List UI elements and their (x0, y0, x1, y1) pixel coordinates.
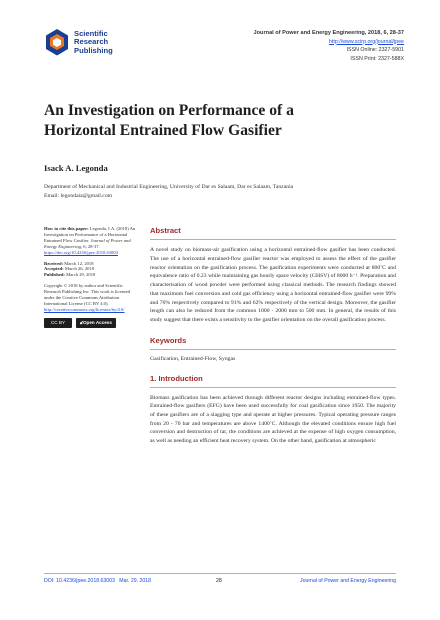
affiliation: Department of Mechanical and Industrial Engineering, University of Dar es Salaam, Dar es Salaam, Tanzania (44, 184, 294, 190)
issn-online: ISSN Online: 2327-5901 (346, 47, 404, 54)
affiliation-block (44, 183, 424, 200)
accepted-label: Accepted: (44, 266, 64, 272)
license-badges (44, 318, 136, 328)
journal-url-link[interactable]: http://www.scirp.org/journal/jpee (328, 38, 404, 45)
cc-by-badge: CC BY (44, 318, 72, 328)
publisher-logo (44, 26, 144, 66)
published-label: Published: (44, 272, 65, 278)
publisher-logo-icon (44, 28, 70, 58)
citation-journal: Journal of Power and Energy Engineering, (44, 237, 131, 249)
citation-doi-link[interactable]: https://doi.org/10.4236/jpee.2018.63003 (44, 249, 118, 255)
dates-block (44, 261, 136, 279)
footer-doi-date (44, 578, 151, 584)
publisher-name-line: Scientific (74, 29, 108, 38)
journal-title-line: Journal of Power and Energy Engineering, 2018, 6, 28-37 (253, 30, 404, 36)
copyright-block (44, 283, 136, 313)
received-date: March 12, 2018 (64, 260, 94, 266)
article-title-line: An Investigation on Performance of a (44, 102, 294, 119)
footer-doi: DOI: 10.4236/jpee.2018.63003 (44, 578, 115, 584)
page-number: 28 (216, 578, 222, 584)
footer-divider (44, 573, 396, 574)
author-name: Isack A. Legonda (44, 163, 108, 173)
sidebar (44, 226, 136, 328)
publisher-name-line: Publishing (74, 45, 113, 55)
published-date: March 29, 2018 (66, 272, 96, 278)
introduction-text: Biomass gasification has been achieved through different reactor designs including entrained-flow types. Entrained-flow gasifiers (EFG) have been used successfully for coal gasification since 1950. The majority of these gasifiers are of a slagging type and operate at higher pressures. Typical operating pressure ranges from 20 - 70 bar and temperatures are above 1400˚C. Although the elevated conditions ensure high fuel conversion and destruction of tar, the conditions are achieved at the expense of high oxygen consumption, as well as needing an efficient heat recovery system. On the other hand, gasification at atmospheric (150, 394, 396, 444)
citation-label: How to cite this paper: (44, 226, 89, 231)
article-title (44, 101, 404, 140)
copyright-text: Copyright © 2018 by author and Scientific Research Publishing Inc. This work is licensed under the Creative Commons Attribution International License (CC BY 4.0). (44, 283, 131, 306)
main-column (150, 226, 396, 445)
publisher-name-line: Research (74, 37, 109, 47)
issn-print: ISSN Print: 2327-588X (350, 55, 404, 62)
citation-text: Legonda, I.A. (2018) An Investigation on Performance of a Horizontal Entrained Flow Gasifier. (44, 226, 136, 243)
author-email: Email: legondaia@gmail.com (44, 192, 113, 199)
publisher-name (74, 30, 113, 55)
open-access-label: Open Access (82, 319, 112, 325)
open-access-badge (76, 318, 116, 328)
keywords-heading: Keywords (150, 336, 396, 350)
received-label: Received: (44, 260, 64, 266)
citation-volume: 6, 28-37. (83, 243, 100, 249)
open-access-lock-icon: 🔓︎ (80, 319, 83, 325)
footer-date: Mar. 29, 2018 (119, 578, 152, 584)
article-title-line: Horizontal Entrained Flow Gasifier (44, 121, 282, 139)
accepted-date: March 26, 2018 (64, 266, 95, 272)
introduction-heading: 1. Introduction (150, 374, 396, 388)
keywords-text: Gasification, Entrained-Flow, Syngas (150, 355, 236, 362)
footer-journal: Journal of Power and Energy Engineering (299, 578, 396, 584)
citation-block (44, 226, 136, 256)
abstract-text: A novel study on biomass-air gasification using a horizontal entrained-flow gasifier has been conducted. The use of a horizontal entrained-flow gasifier reactor was employed to assess the effect of the gasifier reactor orientation on the gasification process. The gasification experiments were conducted at 800˚C and equivalence ratio of 0.23 while maintaining gas hourly space velocity (GHSV) of 8000 h⁻¹. Preparation and characterisation of wood powder were performed using classical methods. The research findings showed that maximum fuel conversion and cold gas efficiency using a horizontal entrained-flow gasifier were 99% and 70% respectively compared to 91% and 62% respectively of the vertical design. Moreover, the gasifier length can also be reduced from the common 1000 - 2000 mm to 500 mm. In general, the results of this study suggest that there exists a sensitivity to the gasifier orientation on the overall gasification process. (150, 247, 396, 323)
abstract-heading: Abstract (150, 226, 396, 240)
license-link[interactable]: http://creativecommons.org/licenses/by/4.0/ (44, 306, 125, 312)
journal-info (254, 29, 404, 63)
